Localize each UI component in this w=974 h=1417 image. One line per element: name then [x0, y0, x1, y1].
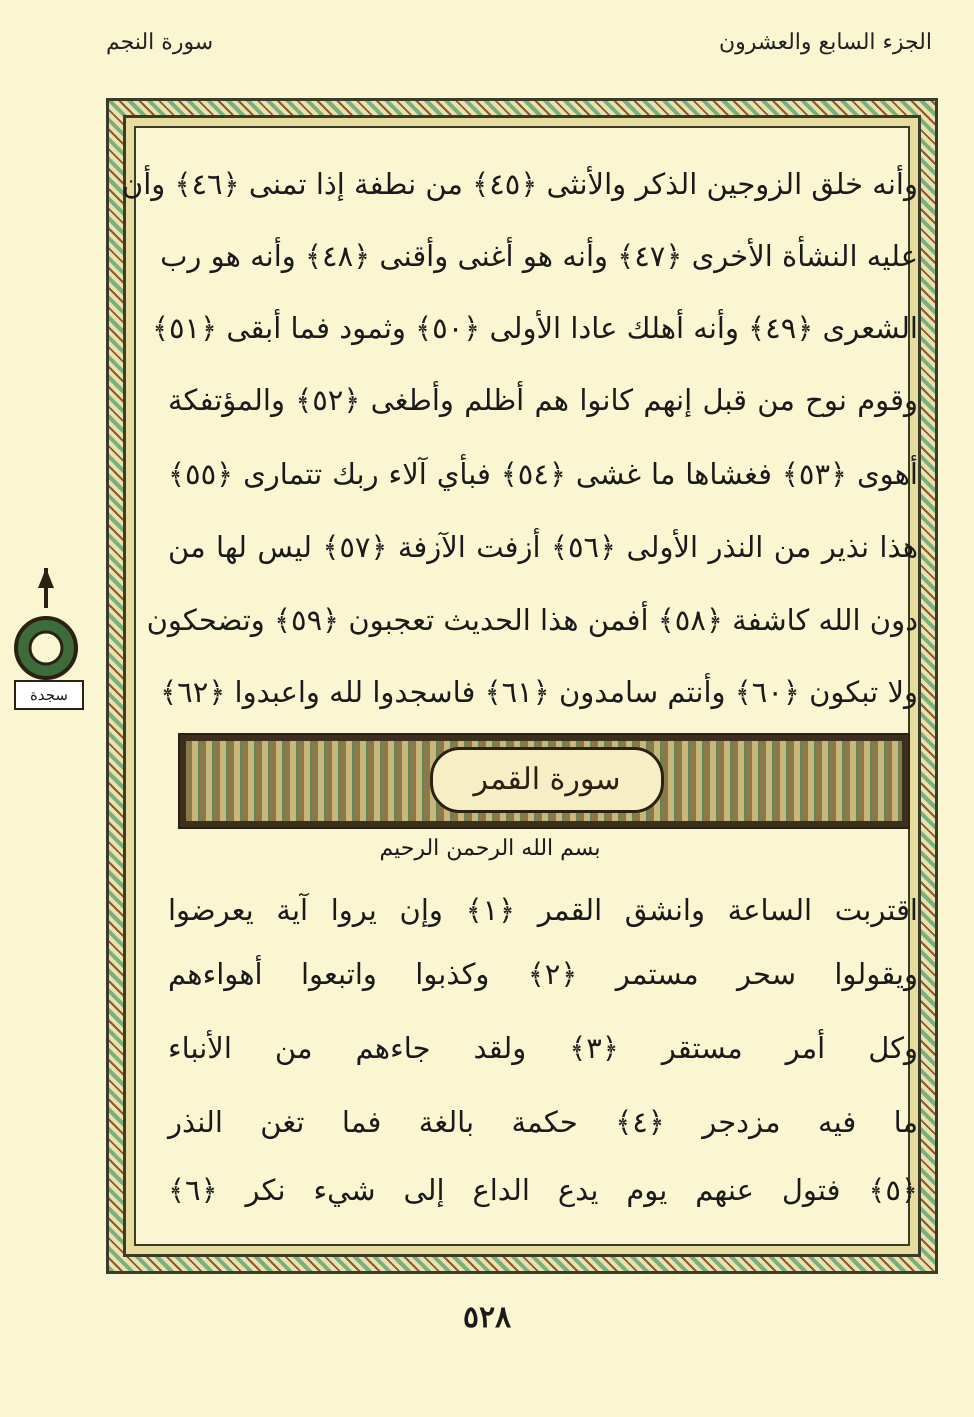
page-number: ٥٢٨	[462, 1300, 512, 1335]
verse-line: وكل أمر مستقر ﴿٣﴾ ولقد جاءهم من الأنباء	[168, 1031, 919, 1065]
bismillah: بسم الله الرحمن الرحيم	[379, 836, 601, 861]
verse-line: عليه النشأة الأخرى ﴿٤٧﴾ وأنه هو أغنى وأقنى ﴿٤٨﴾ وأنه هو رب	[160, 239, 918, 273]
verse-line: ويقولوا سحر مستمر ﴿٢﴾ وكذبوا واتبعوا أهواءهم	[168, 957, 918, 991]
sura-title-ornament	[178, 733, 910, 829]
verse-line: وقوم نوح من قبل إنهم كانوا هم أظلم وأطغى ﴿٥٢﴾ والمؤتفكة	[168, 383, 918, 417]
sajda-label: سجدة	[14, 680, 84, 710]
verse-line: اقتربت الساعة وانشق القمر ﴿١﴾ وإن يروا آية يعرضوا	[168, 893, 918, 927]
verse-line: وأنه خلق الزوجين الذكر والأنثى ﴿٤٥﴾ من نطفة إذا تمنى ﴿٤٦﴾ وأن	[121, 167, 918, 201]
verse-line: ﴿٥﴾ فتول عنهم يوم يدع الداع إلى شيء نكر ﴿٦﴾	[168, 1173, 918, 1207]
verse-line: هذا نذير من النذر الأولى ﴿٥٦﴾ أزفت الآزفة ﴿٥٧﴾ ليس لها من	[168, 530, 919, 564]
sura-header-label: سورة النجم	[106, 30, 214, 55]
verse-line: ولا تبكون ﴿٦٠﴾ وأنتم سامدون ﴿٦١﴾ فاسجدوا لله واعبدوا ﴿٦٢﴾	[160, 675, 918, 709]
verse-line: أهوى ﴿٥٣﴾ فغشاها ما غشى ﴿٥٤﴾ فبأي آلاء ربك تتمارى ﴿٥٥﴾	[168, 457, 918, 491]
verse-line: الشعرى ﴿٤٩﴾ وأنه أهلك عادا الأولى ﴿٥٠﴾ وثمود فما أبقى ﴿٥١﴾	[151, 311, 918, 345]
verse-line: ما فيه مزدجر ﴿٤﴾ حكمة بالغة فما تغن النذر	[168, 1105, 918, 1139]
juz-header: الجزء السابع والعشرون	[718, 30, 932, 55]
verse-line: دون الله كاشفة ﴿٥٨﴾ أفمن هذا الحديث تعجبون ﴿٥٩﴾ وتضحكون	[146, 603, 918, 637]
sura-title: سورة القمر	[430, 747, 664, 813]
